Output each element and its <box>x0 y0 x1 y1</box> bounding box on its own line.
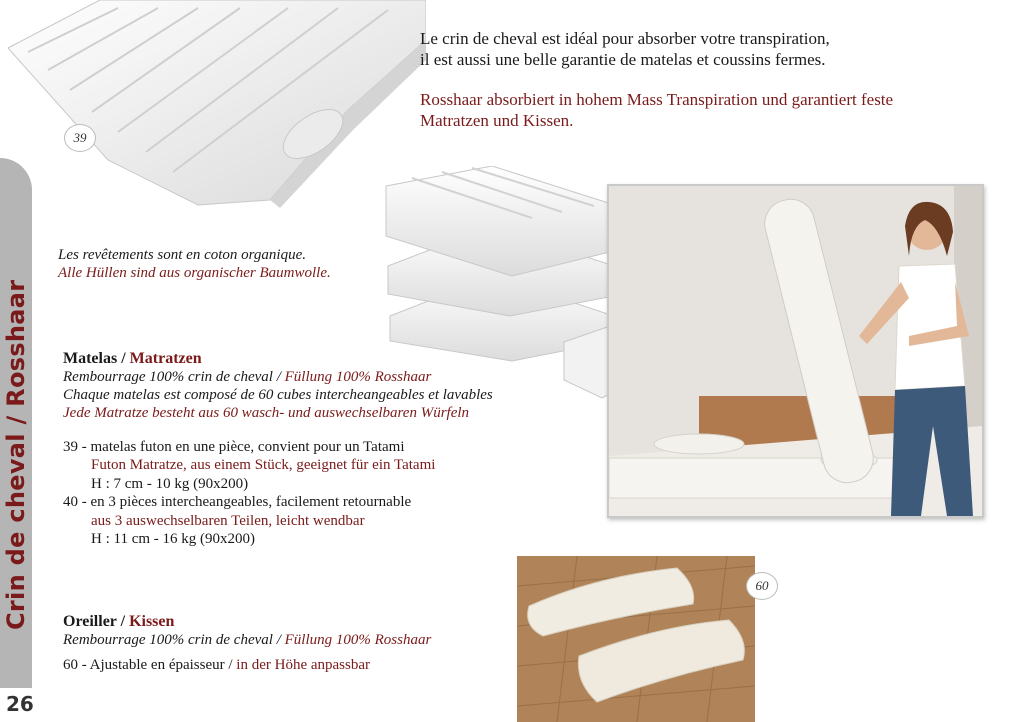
item-39-fr: 39 - matelas futon en une pièce, convient pour un Tatami <box>63 439 405 455</box>
oreiller-filling-de: Füllung 100% Rosshaar <box>284 632 432 648</box>
oreiller-item-fr: 60 - Ajustable en épaisseur / <box>63 657 233 673</box>
matelas-title-de: Matratzen <box>129 350 202 367</box>
item-39-de: Futon Matratze, aus einem Stück, geeignet für ein Tatami <box>91 457 436 474</box>
matelas-heading <box>63 350 493 368</box>
pillows-photo <box>517 556 755 722</box>
matelas-filling-de: Füllung 100% Rosshaar <box>284 369 432 385</box>
matelas-filling <box>63 368 493 386</box>
badge-39: 39 <box>64 124 96 152</box>
oreiller-title-fr: Oreiller / <box>63 613 126 630</box>
covers-fr: Les revêtements sont en coton organique. <box>58 247 307 263</box>
oreiller-filling <box>63 631 431 650</box>
item-39-dims: H : 7 cm - 10 kg (90x200) <box>91 475 249 492</box>
oreiller-section <box>63 612 431 675</box>
matelas-cubes-fr: Chaque matelas est composé de 60 cubes intercheangeables et lavables <box>63 387 493 403</box>
page-number: 26 <box>6 692 34 716</box>
oreiller-item-de: in der Höhe anpassbar <box>236 657 371 673</box>
futon-mattress-photo <box>8 0 426 210</box>
covers-note <box>58 246 331 282</box>
item-40-fr: 40 - en 3 pièces intercheangeables, facilement retournable <box>63 494 412 511</box>
intro-fr-line1: Le crin de cheval est idéal pour absorber votre transpiration, <box>420 29 830 48</box>
intro-de-line1: Rosshaar absorbiert in hohem Mass Transpiration und garantiert feste <box>420 90 894 109</box>
intro-french <box>420 28 830 70</box>
item-40-dims: H : 11 cm - 16 kg (90x200) <box>91 531 256 548</box>
oreiller-heading <box>63 612 431 631</box>
oreiller-item <box>63 656 431 675</box>
room-photo-woman-with-mattress <box>607 184 984 518</box>
matelas-filling-fr: Rembourrage 100% crin de cheval / <box>63 369 281 385</box>
intro-german <box>420 89 893 131</box>
oreiller-title-de: Kissen <box>129 613 175 630</box>
oreiller-filling-fr: Rembourrage 100% crin de cheval / <box>63 632 281 648</box>
badge-60: 60 <box>746 572 778 600</box>
matelas-section <box>63 350 493 422</box>
intro-de-line2: Matratzen und Kissen. <box>420 111 574 130</box>
matelas-cubes-de: Jede Matratze besteht aus 60 wasch- und auswechselbaren Würfeln <box>63 405 470 421</box>
intro-fr-line2: il est aussi une belle garantie de matelas et coussins fermes. <box>420 50 826 69</box>
section-title-vertical: Crin de cheval / Rosshaar <box>2 279 30 630</box>
mattress-item-list <box>63 438 435 548</box>
covers-de: Alle Hüllen sind aus organischer Baumwolle. <box>58 265 331 281</box>
matelas-title-fr: Matelas / <box>63 350 126 367</box>
item-40-de: aus 3 auswechselbaren Teilen, leicht wendbar <box>91 512 365 529</box>
